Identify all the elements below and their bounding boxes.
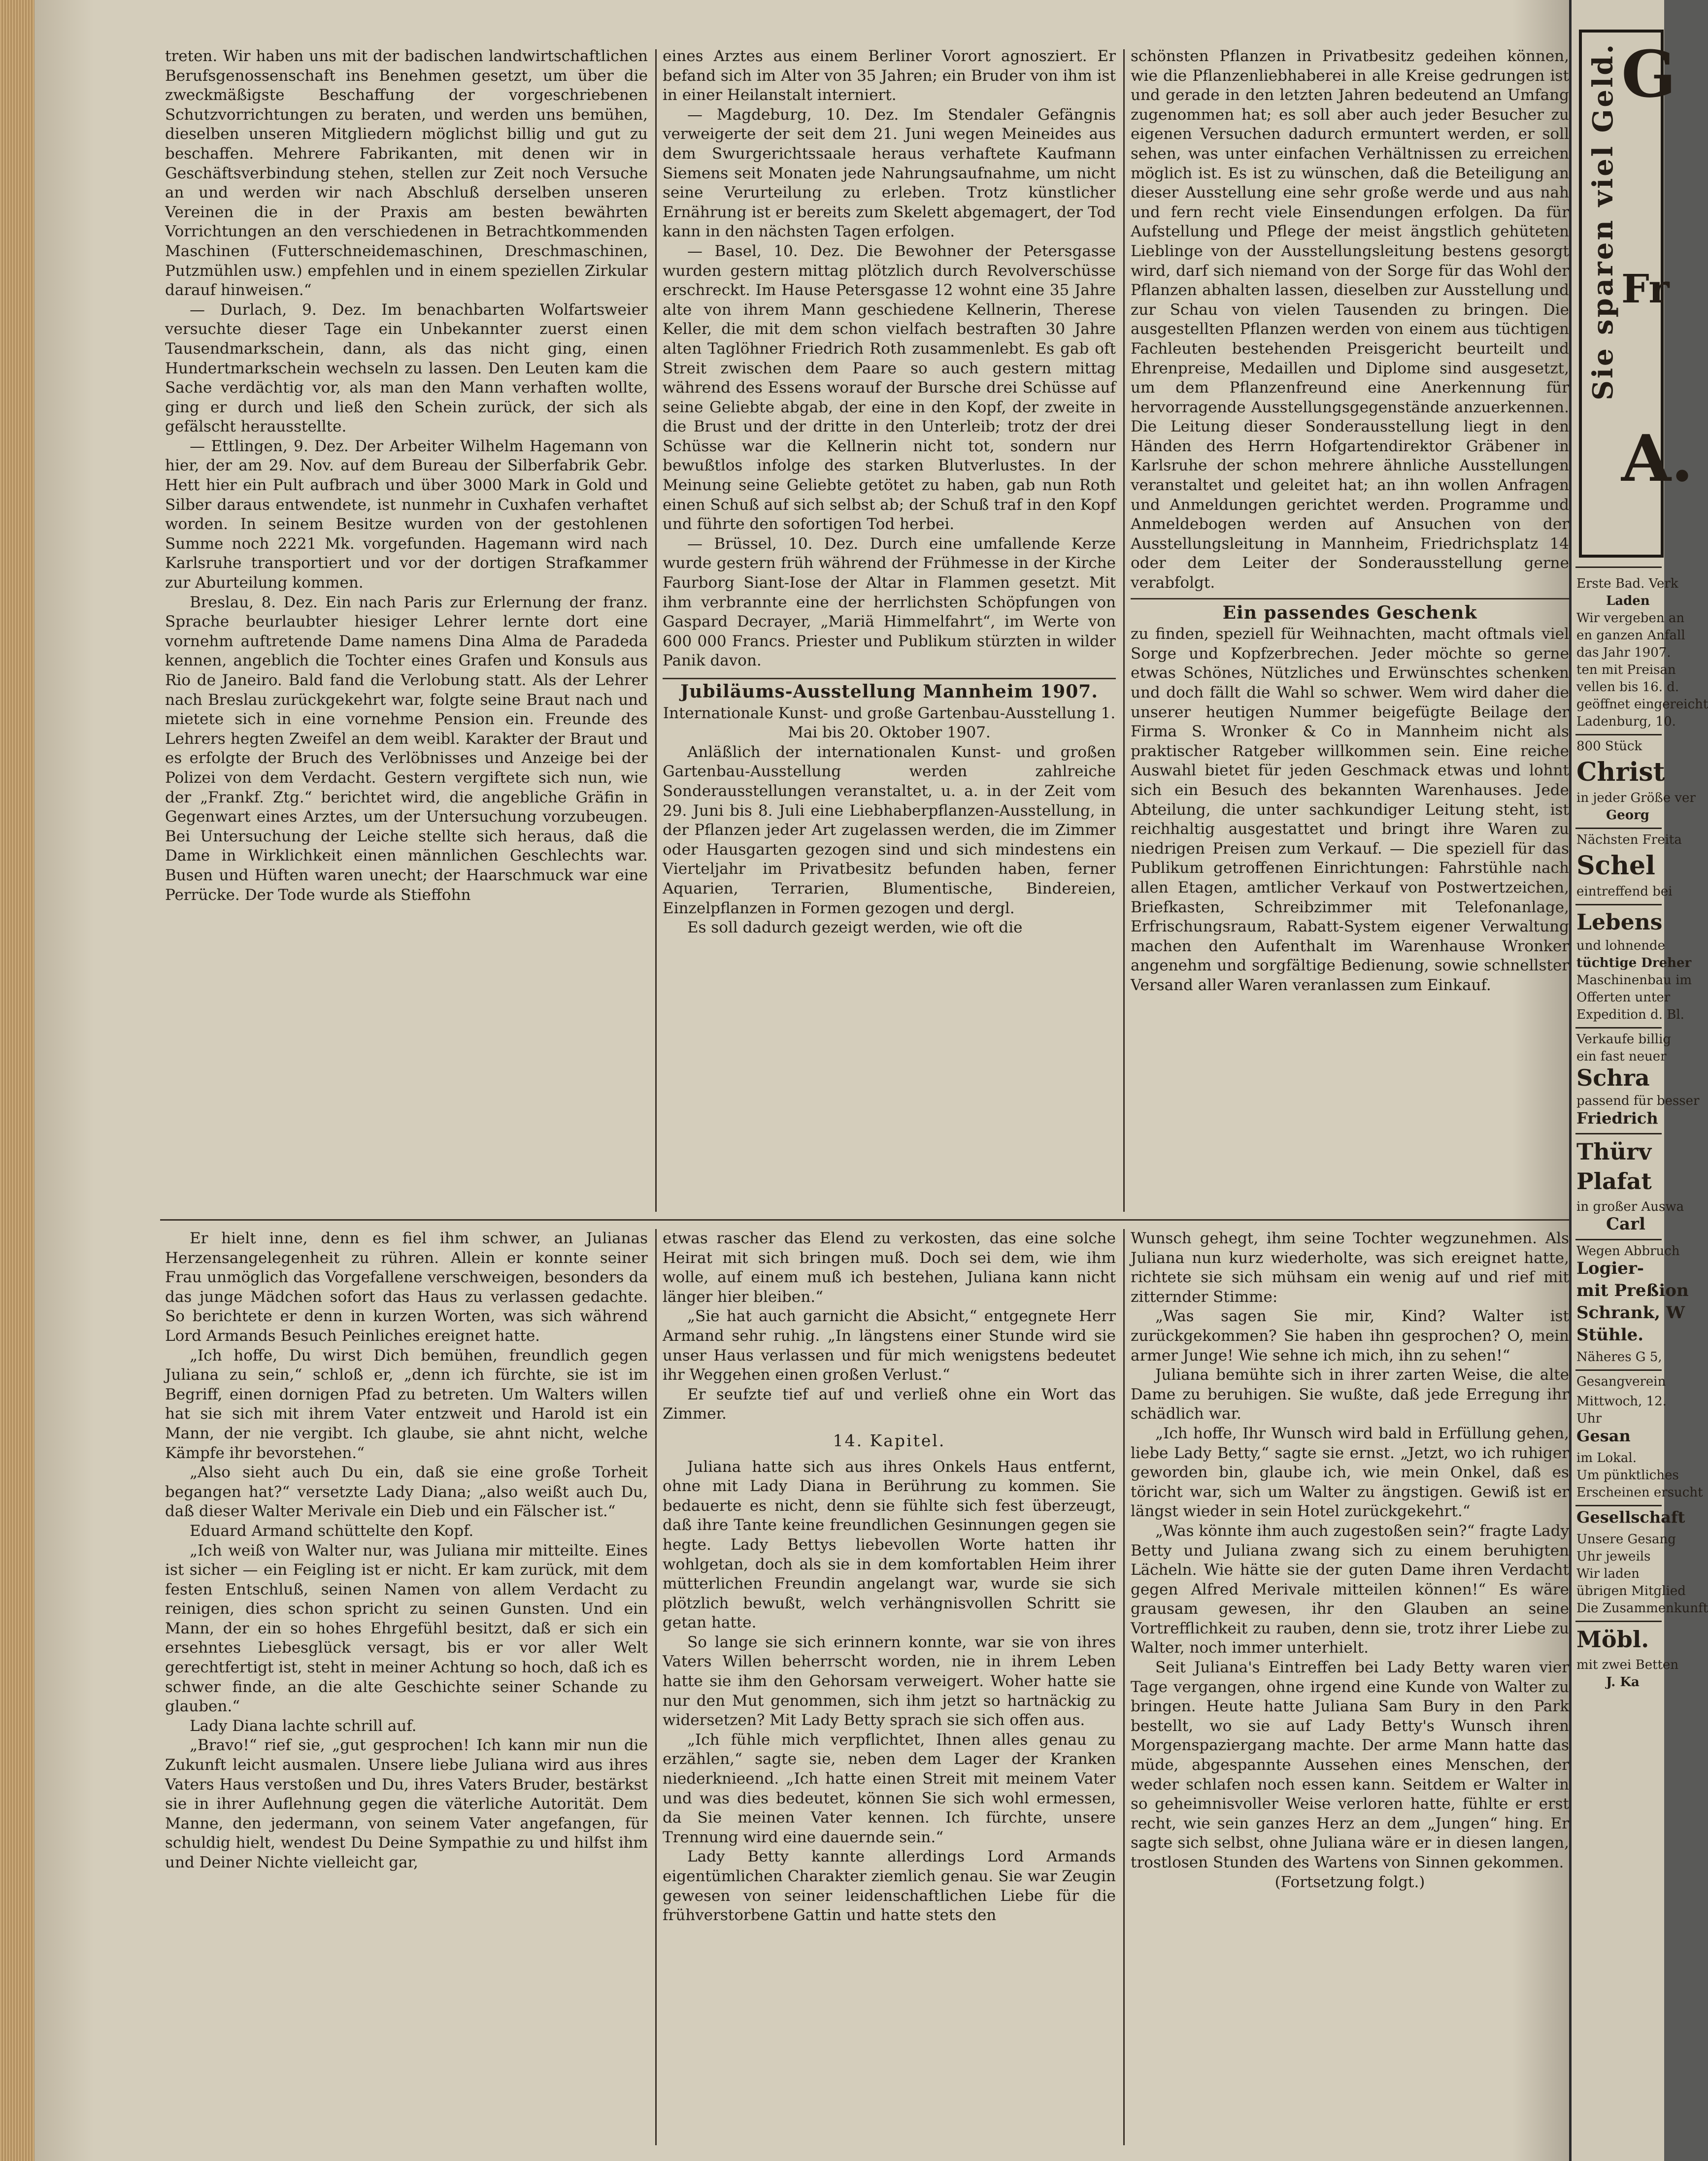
ad-line: Gesan [1576,1427,1631,1445]
ad-line: Stühle. [1576,1325,1644,1345]
binding-edge [0,0,34,2161]
ad-line: Erscheinen ersucht [1576,1485,1703,1500]
ad-line: vellen bis 16. d. [1576,680,1679,695]
ad-rule [1575,1621,1662,1622]
ad-vertical-slogan [1587,42,1619,535]
jubilee-continued: schönsten Pflanzen in Privatbesitz gedeihen können, wie die Pflanzenliebhaberei in alle Kreise gedrungen ist und gerade in den letzten Jahren bedeutend an Umfang zugenommen hat; es soll aber auch jeder Besucher zu eigenen Versuchen dadurch ermuntert werden, er soll sehen, was unter einfachen Verhältnissen zu erreichen möglich ist. Es ist zu wünschen, daß die Beteiligung an dieser Ausstellung eine sehr große werde und aus nah und fern recht viele Einsendungen erfolgen. Da für Aufstellung und Pflege der meist ängstlich gehüteten Lieblinge von der Ausstellungsleitung bestens gesorgt wird, darf sich niemand von der Sorge für das Wohl der Pflanzen abhalten lassen, dieselben zur Ausstellung und zur Schau von vielen Tausenden zu bringen. Die ausgestellten Pflanzen werden von einem aus tüchtigen Fachleuten bestehenden Preisgericht beurteilt und Ehrenpreise, Medaillen und Diplome sind ausgesetzt, um dem Pflanzenfreund eine Anerkennung für hervorragende Ausstellungsgegenstände anzuerkennen. Die Leitung dieser Sonderausstellung liegt in den Händen des Herrn Hofgartendirektor Gräbener in Karlsruhe der schon mehrere ähnliche Ausstellungen veranstaltet und geleitet hat; an ihn wollen Anfragen und Anmeldungen gerichtet werden. Programme und Anmeldebogen werden auf Ansuchen von der Ausstellungsleitung in Mannheim, Friedrichsplatz 14 oder dem Leiter der Sonderausstellung gerne verabfolgt. [1131,47,1569,592]
ad-line: Expedition d. Bl. [1576,1007,1684,1022]
story-paragraph: „Ich weiß von Walter nur, was Juliana mir mitteilte. Eines ist sicher — ein Feigling ist er nicht. Er kam zurück, mit dem festen Entschluß, seinen Namen von allem Verdacht zu reinigen, dies schon spricht zu seinen Gunsten. Und ein Mann, der ein so hohes Ehrgefühl besitzt, daß er sich ein ersehntes Liebesglück versagt, bis er vor aller Welt gerechtfertigt ist, steht in meiner Achtung so hoch, daß ich es schwer finde, an die alte Geschichte seiner Schande zu glauben.“ [165,1541,648,1716]
column-left-top [165,47,648,1219]
gift-headline: Ein passendes Geschenk [1222,602,1477,623]
ad-slogan-text: Sie sparen viel Geld. [1587,42,1619,400]
jubilee-paragraph: Es soll dadurch gezeigt werden, wie oft die [687,919,1023,937]
ad-rule [1575,566,1662,568]
chapter-title: 14. Kapitel. [833,1430,946,1450]
column-rule [655,49,657,1212]
ad-line: Uhr jeweils [1576,1549,1651,1564]
ad-rule [1575,1505,1662,1506]
article-magdeburg: — Magdeburg, 10. Dez. Im Stendaler Gefängnis verweigerte der seit dem 21. Juni wegen Meineides aus dem Swurgerichtssaale heraus verhaftete Kaufmann Siemens seit Monaten jede Nahrungsaufnahme, um nicht seine Verurteilung zu erleben. Trotz künstlicher Ernährung ist er bereits zum Skelett abgemagert, der Tod kann in den nächsten Tagen erfolgen. [663,105,1116,241]
column-rule [1123,1229,1125,2145]
column-middle-bottom [663,1229,1116,2150]
ad-line: ten mit Preisan [1576,663,1676,677]
ad-line: Friedrich [1576,1109,1658,1128]
story-paragraph: Er seufzte tief auf und verließ ohne ein Wort das Zimmer. [663,1385,1116,1423]
ad-line: Näheres G 5, [1576,1350,1662,1364]
story-paragraph: Wunsch gehegt, ihm seine Tochter wegzunehmen. Als Juliana nun kurz wiederholte, was sich ereignet hatte, richtete sie sich mühsam ein wenig auf und rief mit zitternder Stimme: [1131,1230,1569,1306]
ad-line: Lebens [1576,910,1663,935]
ad-box-savings [1579,30,1694,558]
story-paragraph: Seit Juliana's Eintreffen bei Lady Betty waren vier Tage vergangen, ohne irgend eine Kunde von Walter zu bringen. Heute hatte Juliana Sam Bury in den Park bestellt, wo sie auf Lady Betty's Wunsch ihren Morgenspaziergang machte. Der arme Mann hatte das müde, abgespannte Aussehen eines Menschen, der weder schlafen noch essen kann. Seitdem er Walter in so geheimnisvoller Weise verloren hatte, fühlte er erst recht, wie sein ganzes Herz an dem „Jungen“ hing. Er sagte sich selbst, ohne Juliana wäre er in diesen langen, trostlosen Stunden des Wartens von Sinnen gekommen. [1131,1659,1569,1871]
story-paragraph: „Ich hoffe, Ihr Wunsch wird bald in Erfüllung gehen, liebe Lady Betty,“ sagte sie ernst. „Jetzt, wo ich ruhiger geworden bin, glaube ich, wie mein Onkel, daß es töricht war, sich um Walter zu ängstigen. Gewiß ist er längst wieder in sein Hotel zurückgekehrt.“ [1131,1424,1569,1521]
ad-line: Schrank, W [1576,1303,1685,1323]
ad-line: Logier- [1576,1259,1644,1278]
story-paragraph: Eduard Armand schüttelte den Kopf. [190,1522,474,1540]
ad-rule [1575,1239,1662,1240]
ad-line: Mittwoch, 12. [1576,1394,1667,1409]
ad-line: Um pünktliches [1576,1468,1679,1483]
column-rule [655,1229,657,2145]
article-breslau: Breslau, 8. Dez. Ein nach Paris zur Erlernung der franz. Sprache beurlaubter hiesiger Lehrer lernte dort eine vornehm auftretende Dame namens Dina Alma de Paradeda kennen, angeblich die Tochter eines Grafen und Konsuls aus Rio de Janeiro. Bald fand die Verlobung statt. Als der Lehrer nach Breslau zurückgekehrt war, folgte seine Braut nach und mietete sich in eine vornehme Pension ein. Freunde des Lehrers hegten Zweifel an dem weibl. Karakter der Braut und es erfolgte der Bruch des Verlöbnisses und Anzeige bei der Polizei von dem Verdacht. Gestern vergiftete sich nun, wie der „Frankf. Ztg.“ berichtet wird, die angebliche Gräfin in Gegenwart eines Arztes, um der Untersuchung vorzubeugen. Bei Untersuchung der Leiche stellte sich heraus, daß die Dame in Wirklichkeit einen männlichen Geschlechts war. Busen und Hüften waren unecht; der Haarschmuck war eine Perrücke. Der Tode wurde als Stieffohn [165,593,648,904]
ad-rule [1575,1027,1662,1029]
ad-line: ein fast neuer [1576,1049,1667,1064]
ad-line: Gesellschaft [1576,1508,1685,1527]
feuilleton-rule [160,1219,1569,1221]
ad-line: in jeder Größe ver [1576,791,1696,805]
ad-line: und lohnende [1576,938,1666,953]
ad-line: passend für besser [1576,1094,1700,1108]
ad-line: Verkaufe billig [1576,1032,1672,1047]
section-rule [663,678,1116,679]
ad-line: mit Preßion [1576,1281,1689,1300]
adjacent-page-ads [1572,0,1708,2161]
article-paragraph: treten. Wir haben uns mit der badischen landwirtschaftlichen Berufsgenossenschaft ins Benehmen gesetzt, um über die zweckmäßigste Beschaffung der vorgeschriebenen Schutzvorrichtungen zu beraten, und werden uns bemühen, dieselben unseren Mitgliedern möglichst billig und gut zu beschaffen. Mehrere Fabrikanten, mit denen wir in Geschäftsverbindung stehen, stellen zur Zeit noch Versuche an und werden wir nach Abschluß derselben unseren Vereinen die in der Praxis am besten bewährten Vorrichtungen an den verschiedenen in Betrachtkommenden Maschinen (Futterschneidemaschinen, Dreschmaschinen, Putzmühlen usw.) empfehlen und in einem speziellen Zirkular darauf hinweisen.“ [165,47,648,299]
ad-line: en ganzen Anfall [1576,628,1685,643]
ad-line: geöffnet eingereicht [1576,697,1708,712]
jubilee-headline: Jubiläums-Ausstellung Mannheim 1907. [680,681,1098,702]
column-left-bottom [165,1229,648,2150]
ad-line: Carl [1606,1214,1645,1234]
story-paragraph: So lange sie sich erinnern konnte, war sie von ihres Vaters Willen beherrscht worden, nie in ihrem Leben hatte sie ihm den Gehorsam verweigert. Woher hatte sie nur den Mut genommen, sich ihm jetzt so hartnäckig zu widersetzen? Mit Lady Betty sprach sie sich offen aus. [663,1633,1116,1729]
column-right-top [1131,47,1569,1219]
ad-line: Schel [1576,851,1655,881]
ad-line: Wegen Abbruch [1576,1244,1680,1259]
column-middle-top [663,47,1116,1219]
ad-line: Offerten unter [1576,990,1671,1005]
story-paragraph: „Bravo!“ rief sie, „gut gesprochen! Ich kann mir nun die Zukunft leicht ausmalen. Unsere liebe Juliana wird aus ihres Vaters Haus verstoßen und Du, ihres Vaters Bruder, bestärkst sie in ihrer Auflehnung gegen die väterliche Autorität. Dem Manne, den jedermann, von seinem Vater angefangen, für schuldig hielt, wendest Du Deine Sympathie zu und hilfst ihm und Deiner Nichte vielleicht gar, [165,1736,648,1871]
ad-big-letter: A. [1621,421,1694,496]
continued-notice: (Fortsetzung folgt.) [1274,1873,1425,1891]
story-paragraph: „Was sagen Sie mir, Kind? Walter ist zurückgekommen? Sie haben ihn gesprochen? O, mein armer Junge! Wie sehne ich mich, ihn zu sehen!“ [1131,1307,1569,1364]
section-rule [1131,598,1569,599]
ad-line: übrigen Mitglied [1576,1584,1686,1598]
column-right-bottom [1131,1229,1569,2150]
ad-line: Laden [1606,594,1650,608]
ad-line: Uhr [1576,1411,1602,1426]
story-paragraph: „Was könnte ihm auch zugestoßen sein?“ fragte Lady Betty und Juliana zwang sich zu einem beruhigten Lächeln. Wie hätte sie der guten Dame ihren Verdacht gegen Alfred Merivale mitteilen können!“ Es wäre grausam gewesen, ihr den Glauben an seine Vortrefflichkeit zu rauben, denn sie, trotz ihrer Liebe zu Walter, noch immer unterhielt. [1131,1522,1569,1657]
article-paragraph: eines Arztes aus einem Berliner Vorort agnosziert. Er befand sich im Alter von 35 Jahren; ein Bruder von ihm ist in einer Heilanstalt interniert. [663,47,1116,104]
story-paragraph: „Ich hoffe, Du wirst Dich bemühen, freundlich gegen Juliana zu sein,“ schloß er, „denn ich fürchte, sie ist im Begriff, einen dornigen Pfad zu betreten. Um Walters willen hat sie sich mit ihrem Vater entzweit und Harold ist ein Mann, der nie vergibt. Ich glaube, sie ahnt nicht, welche Kämpfe ihr bevorstehen.“ [165,1346,648,1462]
story-paragraph: „Also sieht auch Du ein, daß sie eine große Torheit begangen hat?“ versetzte Lady Diana; „also weißt auch Du, daß dieser Walter Merivale ein Dieb und ein Fälscher ist.“ [165,1463,648,1521]
ad-rule [1575,828,1662,829]
ad-line: Gesangverein [1576,1374,1666,1389]
ad-line: Christ [1576,757,1665,787]
ad-line: das Jahr 1907. [1576,645,1671,660]
ad-big-letter: Fr [1621,266,1670,312]
ad-line: mit zwei Betten [1576,1658,1679,1672]
ad-line: Schra [1576,1064,1650,1091]
story-paragraph: „Sie hat auch garnicht die Absicht,“ entgegnete Herr Armand sehr ruhig. „In längstens einer Stunde wird sie unser Haus verlassen und für mich wenigstens bedeutet ihr Weggehen einen großen Verlust.“ [663,1307,1116,1384]
story-paragraph: Lady Diana lachte schrill auf. [190,1717,417,1735]
story-paragraph: Juliana bemühte sich in ihrer zarten Weise, die alte Dame zu beruhigen. Sie wußte, daß jede Erregung ihr schädlich war. [1131,1366,1569,1423]
ad-big-letter: G [1621,36,1676,112]
ad-line: eintreffend bei [1576,884,1673,899]
ad-rule [1575,904,1662,905]
jubilee-paragraph: Anläßlich der internationalen Kunst- und großen Gartenbau-Ausstellung werden zahlreiche Sonderausstellungen veranstaltet, u. a. in der Zeit vom 29. Juni bis 8. Juli eine Liebhaberpflanzen-Ausstellung, in der Pflanzen jeder Art zugelassen werden, die im Zimmer oder Hausgarten gezogen sind und sich mindestens ein Vierteljahr im Privatbesitz befunden haben, ferner Aquarien, Terrarien, Blumentische, Bindereien, Einzelpflanzen in Formen gezogen und dergl. [663,743,1116,917]
article-durlach: — Durlach, 9. Dez. Im benachbarten Wolfartsweier versuchte dieser Tage ein Unbekannter zuerst einen Tausendmarkschein, dann, als das nicht ging, einen Hundertmarkschein wechseln zu lassen. Den Leuten kam die Sache verdächtig vor, als man den Mann verhaften wollte, ging er durch und ließ den Schein zurück, der sich als gefälscht herausstellte. [165,300,648,436]
ad-line: J. Ka [1606,1675,1640,1690]
story-paragraph: etwas rascher das Elend zu verkosten, das eine solche Heirat mit sich bringen muß. Doch sei dem, wie ihm wolle, auf einem muß ich bestehen, Juliana kann nicht länger hier bleiben.“ [663,1230,1116,1306]
ad-line: Nächsten Freita [1576,832,1682,847]
ad-line: Wir vergeben an [1576,611,1685,626]
ad-line: Thürv [1576,1138,1652,1165]
ad-line: Georg [1606,808,1649,823]
ad-line: Unsere Gesang [1576,1532,1676,1547]
ad-rule [1575,734,1662,735]
gift-paragraph: zu finden, speziell für Weihnachten, macht oftmals viel Sorge und Kopfzerbrechen. Jeder möchte so gerne etwas Schönes, Nützliches und Erwünschtes schenken und doch fällt die Wahl so schwer. Wem wird daher die unserer heutigen Nummer beigefügte Beilage der Firma S. Wronker & Co in Mannheim nicht als praktischer Ratgeber willkommen sein. Eine reiche Auswahl bietet für jeden Geschmack etwas und lohnt sich ein Besuch des bekannten Warenhauses. Jede Abteilung, die unter sachkundiger Leitung steht, ist reichhaltig ausgestattet und bringt ihre Waren zu niedrigen Preisen zum Verkauf. — Die speziell für das Publikum getroffenen Einrichtungen: Fahrstühle nach allen Etagen, amtlicher Verkauf von Postwertzeichen, Briefkasten, Schreibzimmer mit Telefonanlage, Erfrischungsraum, Rabatt-System eigener Verwaltung machen den Aufenthalt im Warenhause Wronker angenehm und sorgfältige Bedienung, sowie schnellster Versand aller Waren veranlassen zum Einkauf. [1131,625,1569,994]
ad-line: 800 Stück [1576,739,1642,754]
ad-line: Wir laden [1576,1566,1640,1581]
ad-line: Ladenburg, 10. [1576,714,1676,729]
ad-rule [1575,1369,1662,1371]
jubilee-subheadline: Internationale Kunst- und große Gartenbau-Ausstellung 1. Mai bis 20. Oktober 1907. [663,704,1116,742]
article-ettlingen: — Ettlingen, 9. Dez. Der Arbeiter Wilhelm Hagemann von hier, der am 29. Nov. auf dem Bureau der Silberfabrik Gebr. Hett hier ein Pult aufbrach und über 3000 Mark in Gold und Silber daraus entwendete, ist nunmehr in Cuxhafen verhaftet worden. In seinem Besitze wurden von der gestohlenen Summe noch 2221 Mk. vorgefunden. Hagemann wird nach Karlsruhe transportiert und vor der dortigen Strafkammer zur Aburteilung kommen. [165,437,648,592]
story-paragraph: Lady Betty kannte allerdings Lord Armands eigentümlichen Charakter ziemlich genau. Sie war Zeugin gewesen von seiner leidenschaftlichen Liebe für die frühverstorbene Gattin und hatte stets den [663,1848,1116,1925]
article-basel: — Basel, 10. Dez. Die Bewohner der Petersgasse wurden gestern mittag plötzlich durch Revolverschüsse erschreckt. Im Hause Petersgasse 12 wohnt eine 35 Jahre alte von ihrem Mann geschiedene Kellnerin, Therese Keller, die mit dem schon vielfach bestraften 30 Jahre alten Taglöhner Friedrich Roth zusammenlebt. Es gab oft Streit zwischen dem Paare so auch gestern mittag während des Essens worauf der Bursche drei Schüsse auf seine Geliebte abgab, der eine in den Kopf, der zweite in die Brust und der dritte in den Unterleib; trotz der drei Schüsse war die Kellnerin nicht tot, sondern nur bewußtlos infolge des starken Blutverlustes. In der Meinung seine Geliebte getötet zu haben, gab nun Roth einen Schuß auf sich selbst ab; der Schuß traf in den Kopf und führte den sofortigen Tod herbei. [663,242,1116,533]
ad-rule [1575,1133,1662,1134]
story-paragraph: Er hielt inne, denn es fiel ihm schwer, an Julianas Herzensangelegenheit zu rühren. Allein er konnte seiner Frau unmöglich das Vorgefallene verschweigen, besonders da das junge Mädchen sofort das Haus zu verlassen gedachte. So berichtete er denn in kurzen Worten, was sich während Lord Armands Besuch Peinliches ereignet hatte. [165,1230,648,1345]
ad-line: Plafat [1576,1168,1652,1195]
story-paragraph: „Ich fühle mich verpflichtet, Ihnen alles genau zu erzählen,“ sagte sie, neben dem Lager der Kranken niederknieend. „Ich hatte einen Streit mit meinem Vater und was dies bedeutet, können Sie sich wohl ermessen, da Sie meinen Vater kennen. Ich fürchte, unsere Trennung wird eine dauernde sein.“ [663,1730,1116,1846]
article-bruessel: — Brüssel, 10. Dez. Durch eine umfallende Kerze wurde gestern früh während der Frühmesse in der Kirche Faurborg Siant-Iose der Altar in Flammen gesetzt. Mit ihm verbrannte eine der herrlichsten Schöpfungen von Gaspard Decrayer, „Mariä Himmelfahrt“, im Werte von 600 000 Francs. Priester und Publikum stürzten in wilder Panik davon. [663,534,1116,670]
ad-line: Möbl. [1576,1626,1649,1653]
column-rule [1123,49,1125,1212]
ad-line: in großer Auswa [1576,1199,1684,1214]
story-paragraph: Juliana hatte sich aus ihres Onkels Haus entfernt, ohne mit Lady Diana in Berührung zu kommen. Sie bedauerte es nicht, denn sie fühlte sich fest überzeugt, daß ihre Tante keine freundlichen Gesinnungen gegen sie hegte. Lady Bettys liebevollen Worte hatten ihr wohlgetan, doch als sie in dem komfortablen Heim ihrer mütterlichen Freundin angelangt war, wurde sie sich plötzlich bewußt, welch verhängnisvollen Schritt sie getan hatte. [663,1458,1116,1632]
newspaper-page [34,0,1572,2161]
ad-line: Maschinenbau im [1576,973,1692,988]
ad-line: im Lokal. [1576,1451,1637,1465]
ad-line: Erste Bad. Verk [1576,576,1678,591]
ad-line: tüchtige Dreher [1576,956,1692,970]
ad-line: Die Zusammenkunft [1576,1601,1708,1616]
